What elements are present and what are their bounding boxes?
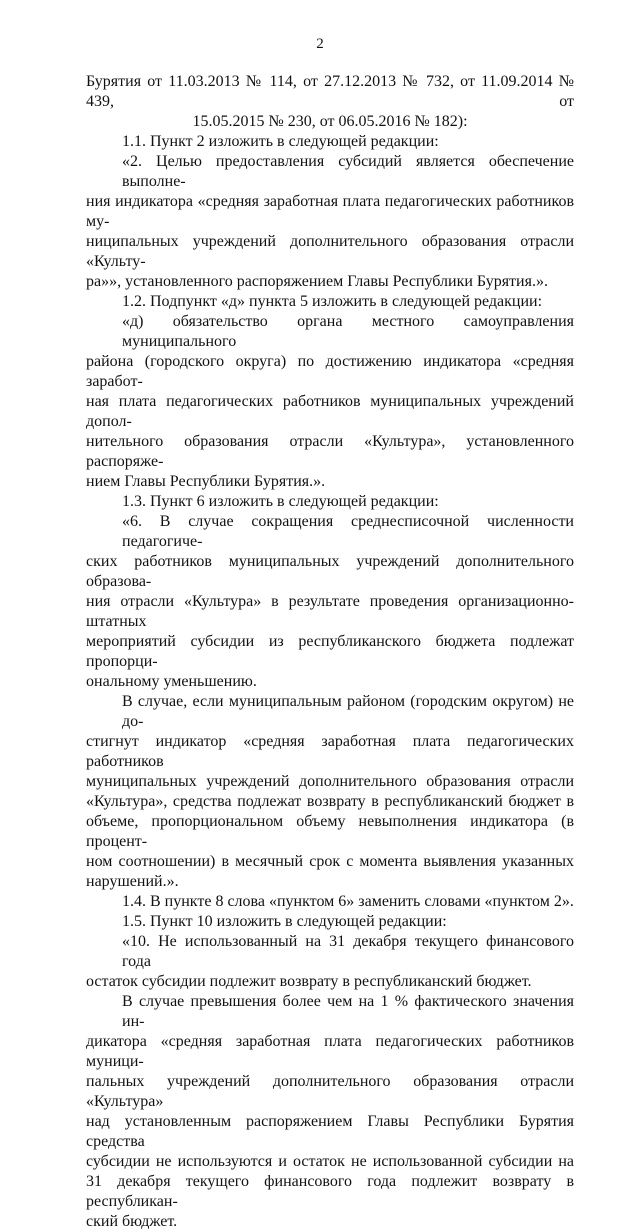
- text-line: объеме, пропорциональном объему невыполнения индикатора (в процент-: [86, 813, 574, 850]
- text-line: над установленным распоряжением Главы Республики Бурятия средства: [86, 1113, 574, 1150]
- paragraph: [86, 492, 574, 512]
- paragraph: [86, 692, 574, 892]
- text-line: «Культура», средства подлежат возврату в республиканский бюджет в: [86, 793, 574, 810]
- text-line: субсидии не используются и остаток не использованной субсидии на: [86, 1153, 574, 1170]
- text-line: 1.5. Пункт 10 изложить в следующей редакции:: [122, 913, 447, 930]
- paragraph: [86, 72, 574, 132]
- text-line: 1.3. Пункт 6 изложить в следующей редакции:: [122, 493, 439, 510]
- text-line: стигнут индикатор «средняя заработная плата педагогических работников: [86, 733, 574, 770]
- text-line: района (городского округа) по достижению индикатора «средняя заработ-: [86, 353, 574, 390]
- paragraph: [86, 992, 574, 1232]
- text-line: ниципальных учреждений дополнительного образования отрасли «Культу-: [86, 233, 574, 270]
- text-line: пальных учреждений дополнительного образования отрасли «Культура»: [86, 1073, 574, 1110]
- text-line: нарушений.».: [86, 873, 179, 890]
- paragraph: [86, 152, 574, 292]
- document-body: [86, 72, 574, 1232]
- text-line: В случае превышения более чем на 1 % фактического значения ин-: [122, 993, 574, 1030]
- paragraph: [86, 312, 574, 492]
- paragraph: [86, 292, 574, 312]
- text-line: мероприятий субсидии из республиканского бюджета подлежат пропорци-: [86, 633, 574, 670]
- paragraph: [86, 932, 574, 992]
- paragraph: [86, 892, 574, 912]
- text-line: 31 декабря текущего финансового года подлежит возврату в республикан-: [86, 1173, 574, 1210]
- text-line: ра»», установленного распоряжением Главы Республики Бурятия.».: [86, 273, 548, 290]
- text-line: 15.05.2015 № 230, от 06.05.2016 № 182):: [192, 113, 468, 130]
- text-line: нием Главы Республики Бурятия.».: [86, 473, 326, 490]
- text-line: «6. В случае сокращения среднесписочной численности педагогиче-: [122, 513, 574, 550]
- text-line: 1.4. В пункте 8 слова «пунктом 6» заменить словами «пунктом 2».: [122, 893, 574, 910]
- text-line: ских работников муниципальных учреждений дополнительного образова-: [86, 553, 574, 590]
- text-line: ния индикатора «средняя заработная плата педагогических работников му-: [86, 193, 574, 230]
- text-line: Бурятия от 11.03.2013 № 114, от 27.12.2013 № 732, от 11.09.2014 № 439, от: [86, 73, 574, 110]
- text-line: ном соотношении) в месячный срок с момента выявления указанных: [86, 853, 574, 870]
- paragraph: [86, 512, 574, 692]
- text-line: ональному уменьшению.: [86, 673, 257, 690]
- text-line: В случае, если муниципальным районом (городским округом) не до-: [122, 693, 574, 730]
- text-line: ная плата педагогических работников муниципальных учреждений допол-: [86, 393, 574, 430]
- text-line: 1.1. Пункт 2 изложить в следующей редакции:: [122, 133, 439, 150]
- paragraph: [86, 132, 574, 152]
- text-line: остаток субсидии подлежит возврату в республиканский бюджет.: [86, 973, 532, 990]
- paragraph: [86, 912, 574, 932]
- page-number: 2: [316, 36, 324, 52]
- text-line: «10. Не использованный на 31 декабря текущего финансового года: [122, 933, 574, 970]
- text-line: ский бюджет.: [86, 1213, 178, 1230]
- text-line: муниципальных учреждений дополнительного образования отрасли: [86, 773, 574, 790]
- text-line: 1.2. Подпункт «д» пункта 5 изложить в следующей редакции:: [122, 293, 543, 310]
- text-line: «2. Целью предоставления субсидий является обеспечение выполне-: [122, 153, 574, 190]
- text-line: дикатора «средняя заработная плата педагогических работников муници-: [86, 1033, 574, 1070]
- text-line: ния отрасли «Культура» в результате проведения организационно-штатных: [86, 593, 574, 630]
- text-line: «д) обязательство органа местного самоуправления муниципального: [122, 313, 574, 350]
- text-line: нительного образования отрасли «Культура», установленного распоряже-: [86, 433, 574, 470]
